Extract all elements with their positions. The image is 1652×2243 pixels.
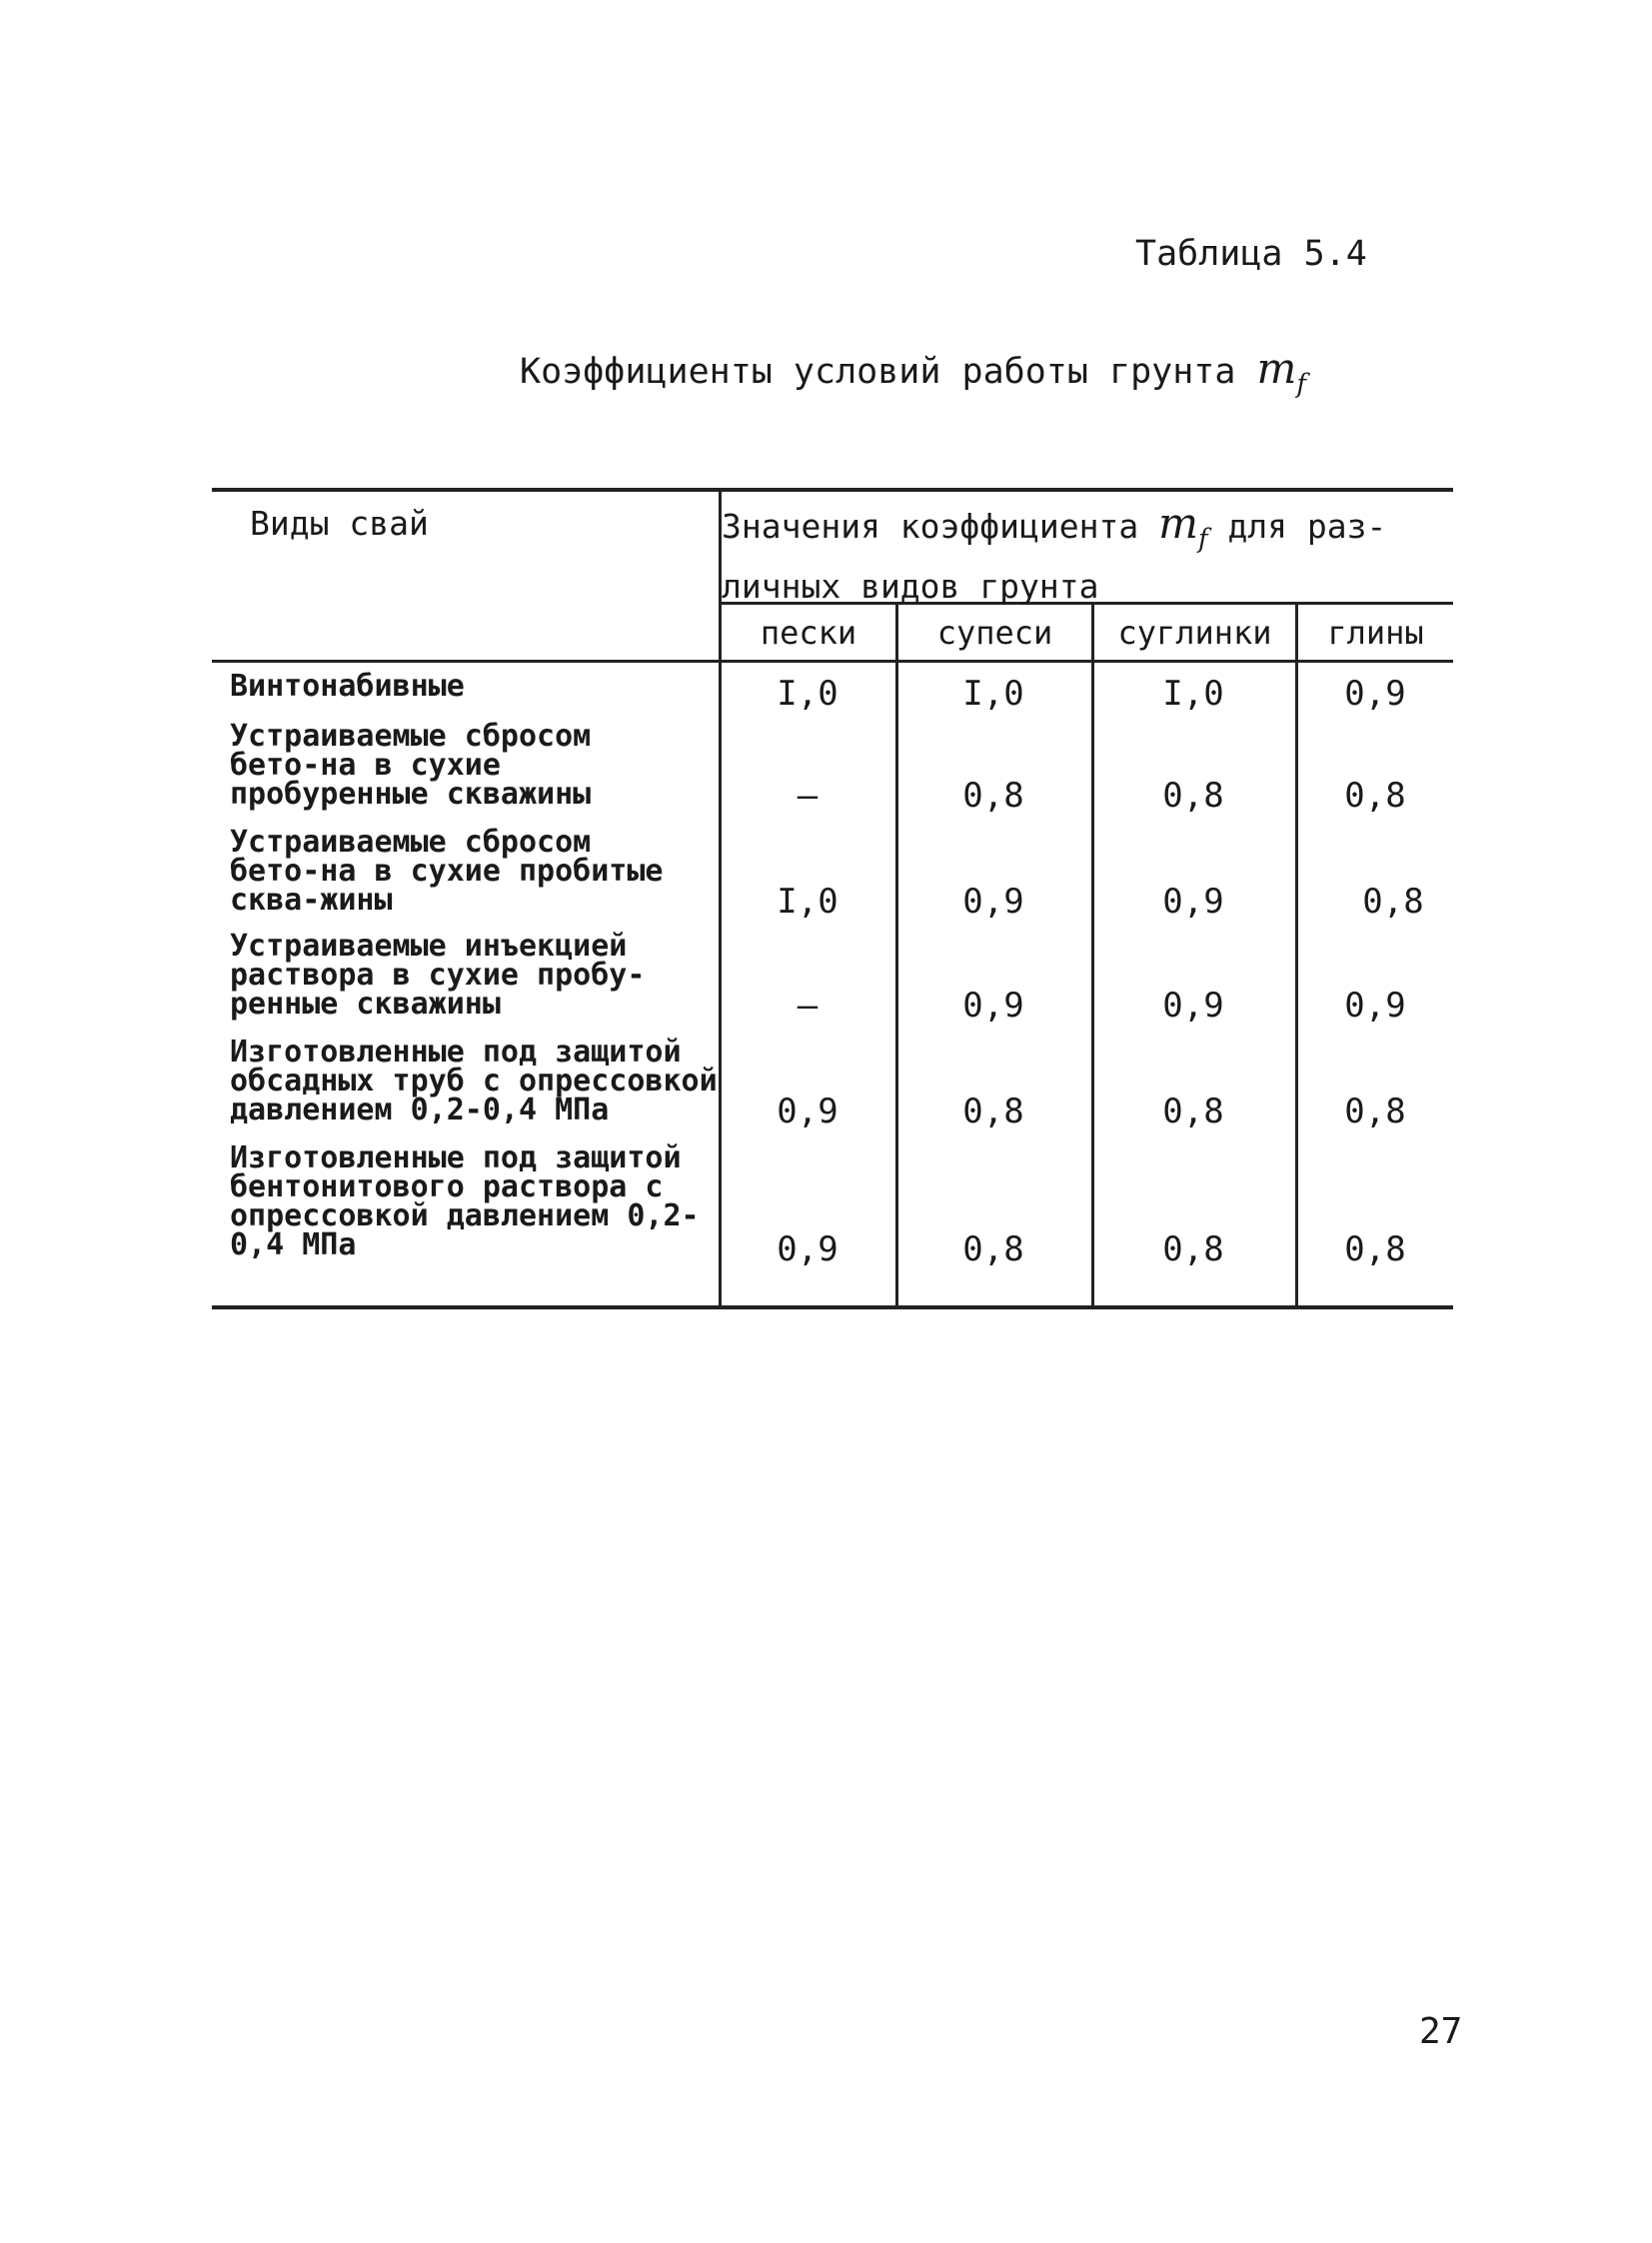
col-divider-3 (1091, 602, 1094, 1305)
row5-clay: 0,8 (1344, 1092, 1406, 1131)
page-number: 27 (1419, 2011, 1463, 2052)
subcol-clay: глины (1327, 614, 1424, 652)
subcol-sand: пески (760, 614, 857, 652)
row5-loam: 0,8 (1162, 1092, 1224, 1131)
coefficients-table (212, 488, 1453, 1309)
row3-loam: 0,9 (1162, 882, 1224, 922)
row2-loam: 0,8 (1162, 776, 1224, 816)
col-header-pile-types: Виды свай (250, 504, 429, 543)
row5-sand: 0,9 (777, 1092, 838, 1131)
col-divider-4 (1295, 602, 1298, 1305)
row2-sand: – (797, 776, 819, 816)
row6-sandy-loam: 0,8 (962, 1229, 1024, 1269)
header-coefficient-symbol: $m_f$ (1158, 499, 1208, 555)
row-label-6: Изготовленные под защитой бентонитового раствора с опрессовкой давлением 0,2-0,4 МПа (230, 1140, 700, 1262)
row5-sandy-loam: 0,8 (962, 1092, 1024, 1131)
row6-clay: 0,8 (1344, 1229, 1406, 1269)
row1-sand: I,0 (777, 674, 838, 714)
row-label-1: Винтонабивные (230, 669, 465, 704)
row3-sand: I,0 (777, 882, 838, 922)
row4-clay: 0,9 (1344, 986, 1406, 1026)
row2-clay: 0,8 (1344, 776, 1406, 816)
row-label-3: Устраиваемые сбросом бето-на в сухие пробитые сква-жины (230, 825, 664, 918)
table-caption (520, 344, 1306, 399)
caption-text: Коэффициенты условий работы грунта (520, 352, 1236, 392)
col-divider-2 (895, 602, 898, 1305)
row1-sandy-loam: I,0 (962, 674, 1024, 714)
row1-clay: 0,9 (1344, 674, 1406, 714)
row-label-5: Изготовленные под защитой обсадных труб с опрессовкой давлением 0,2-0,4 МПа (230, 1035, 718, 1127)
table-label: Таблица 5.4 (1135, 234, 1367, 274)
row3-clay: 0,8 (1362, 882, 1424, 922)
coefficient-symbol: $m_f$ (1256, 344, 1306, 400)
row6-sand: 0,9 (777, 1229, 838, 1269)
row2-sandy-loam: 0,8 (962, 776, 1024, 816)
row1-loam: I,0 (1162, 674, 1224, 714)
row-label-2: Устраиваемые сбросом бето-на в сухие пробуренные скважины (230, 719, 592, 812)
row4-sand: – (797, 986, 819, 1026)
subcol-loam: суглинки (1117, 614, 1272, 652)
subcol-sandy-loam: супеси (936, 614, 1053, 652)
row4-sandy-loam: 0,9 (962, 986, 1024, 1026)
group-header: Значения коэффициента $m_f$ для раз- личных видов грунта (722, 499, 1387, 607)
row6-loam: 0,8 (1162, 1229, 1224, 1269)
row3-sandy-loam: 0,9 (962, 882, 1024, 922)
row4-loam: 0,9 (1162, 986, 1224, 1026)
row-label-4: Устраиваемые инъекцией раствора в сухие пробу-ренные скважины (230, 929, 646, 1022)
